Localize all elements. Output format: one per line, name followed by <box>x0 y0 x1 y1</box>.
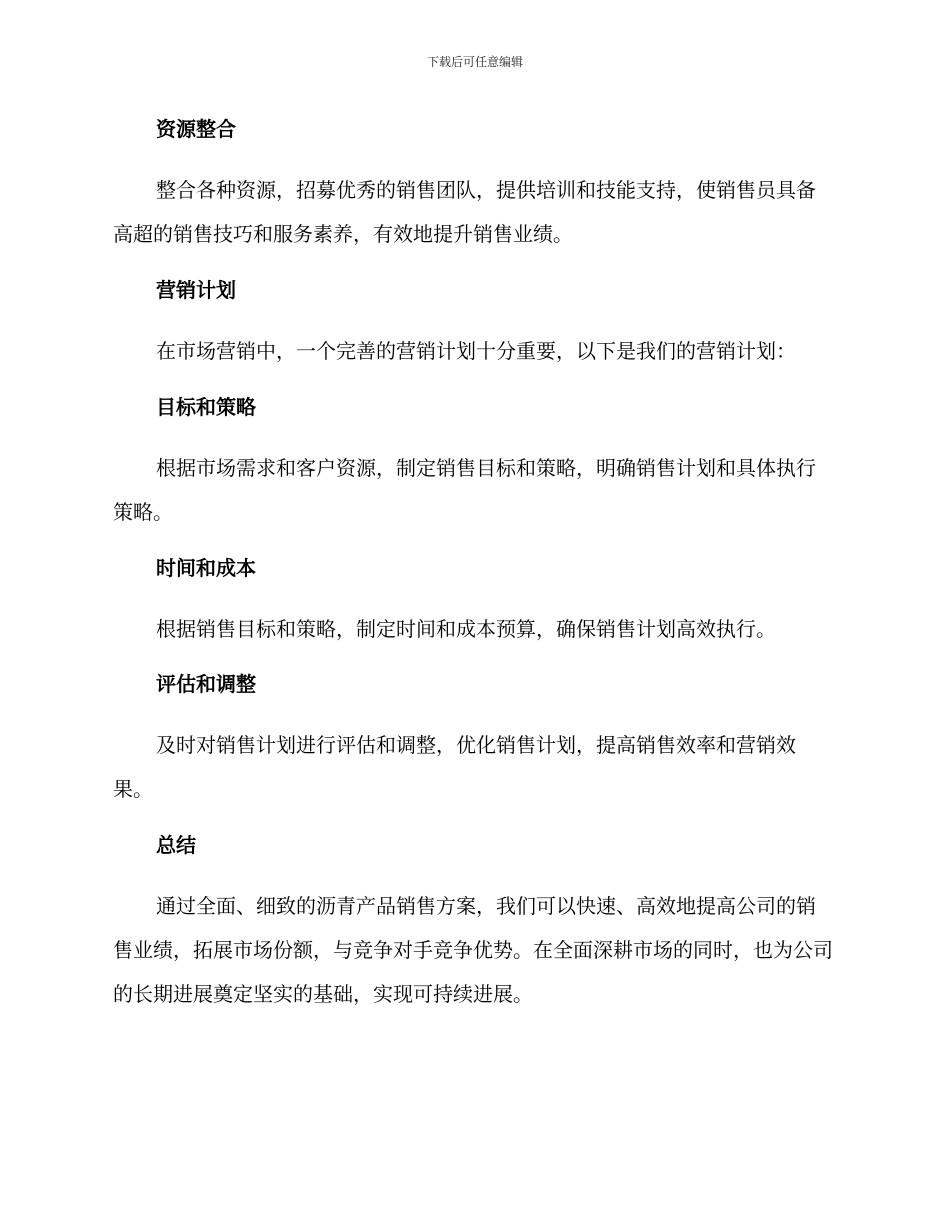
section-heading-marketing-plan: 营销计划 <box>156 278 236 302</box>
section-paragraph-marketing-plan: 在市场营销中，一个完善的营销计划十分重要，以下是我们的营销计划： <box>156 339 796 363</box>
section-paragraph-time-cost: 根据销售目标和策略，制定时间和成本预算，确保销售计划高效执行。 <box>156 617 776 641</box>
section-heading-evaluation-adjustment: 评估和调整 <box>156 672 256 696</box>
section-heading-resource-integration: 资源整合 <box>156 117 236 141</box>
section-paragraph-evaluation-adjustment: 及时对销售计划进行评估和调整，优化销售计划，提高销售效率和营销效果。 <box>113 733 796 801</box>
header-note: 下载后可任意编辑 <box>426 55 523 69</box>
section-paragraph-summary: 通过全面、细致的沥青产品销售方案，我们可以快速、高效地提高公司的销售业绩，拓展市场份额，与竞争对手竞争优势。在全面深耕市场的同时，也为公司的长期进展奠定坚实的基础，实现可持续进展。 <box>113 894 833 1006</box>
section-heading-goals-strategy: 目标和策略 <box>156 395 256 419</box>
section-paragraph-goals-strategy: 根据市场需求和客户资源，制定销售目标和策略，明确销售计划和具体执行策略。 <box>113 456 816 524</box>
section-heading-summary: 总结 <box>156 833 196 857</box>
section-paragraph-resource-integration: 整合各种资源，招募优秀的销售团队，提供培训和技能支持，使销售员具备高超的销售技巧和服务素养，有效地提升销售业绩。 <box>113 178 816 246</box>
section-heading-time-cost: 时间和成本 <box>156 556 256 580</box>
document-body <box>113 112 833 1033</box>
